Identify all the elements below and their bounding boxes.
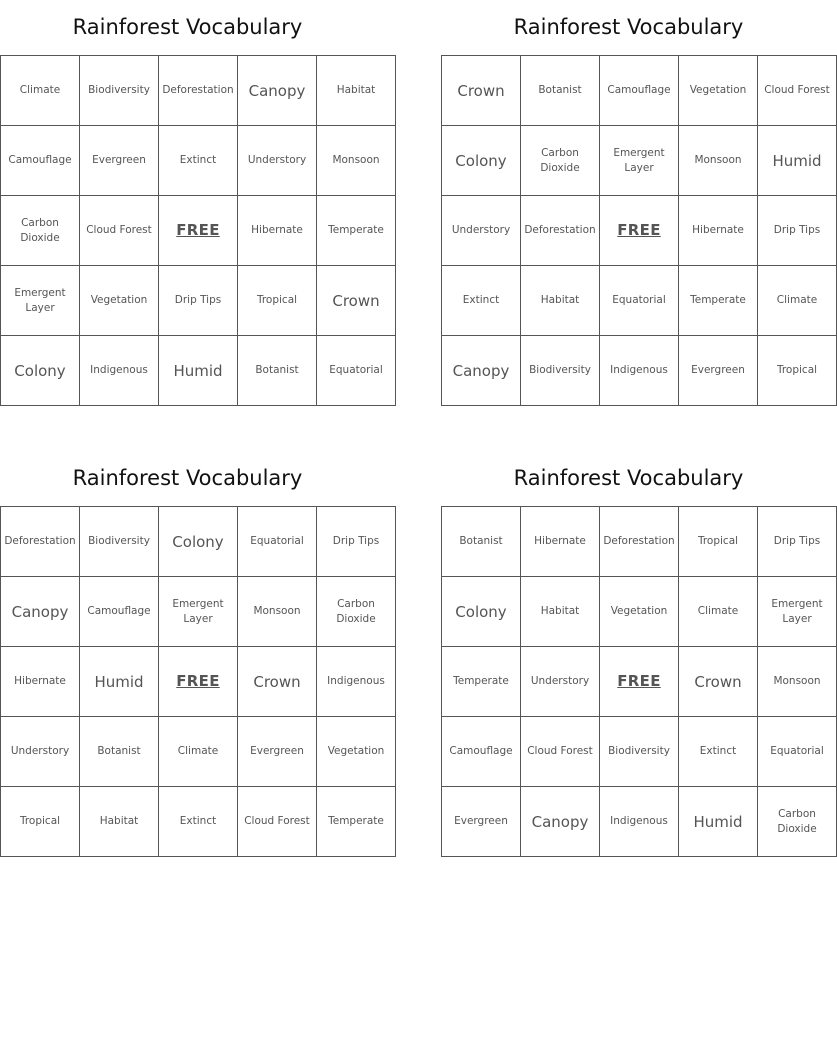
grid-cell: Tropical (238, 266, 317, 336)
grid-cell: Evergreen (679, 336, 758, 406)
grid-cell: Climate (758, 266, 837, 336)
grid-cell: Tropical (1, 787, 80, 857)
grid-cell: Temperate (442, 647, 521, 717)
grid-cell: Equatorial (600, 266, 679, 336)
grid-cell: Crown (317, 266, 396, 336)
grid-cell: Humid (679, 787, 758, 857)
grid-cell: Colony (1, 336, 80, 406)
grid-cell: Monsoon (317, 126, 396, 196)
grid-cell: Vegetation (679, 56, 758, 126)
grid-row (1, 717, 396, 787)
bingo-card-1 (0, 0, 384, 406)
grid-cell: Understory (442, 196, 521, 266)
bingo-card-4 (441, 451, 824, 857)
grid-cell: Canopy (521, 787, 600, 857)
free-space: FREE (600, 196, 679, 266)
grid-cell: Equatorial (317, 336, 396, 406)
grid-cell: Monsoon (238, 577, 317, 647)
grid-cell: Understory (238, 126, 317, 196)
grid-cell: Biodiversity (80, 56, 159, 126)
grid-cell: Habitat (521, 577, 600, 647)
grid-cell: Evergreen (442, 787, 521, 857)
grid-cell: Climate (679, 577, 758, 647)
grid-row (442, 787, 837, 857)
free-space: FREE (600, 647, 679, 717)
grid-cell: Crown (679, 647, 758, 717)
grid-cell: Colony (442, 577, 521, 647)
grid-cell: Camouflage (600, 56, 679, 126)
grid-row (1, 126, 396, 196)
grid-cell: Camouflage (80, 577, 159, 647)
grid-cell: Cloud Forest (758, 56, 837, 126)
grid-cell: Indigenous (600, 336, 679, 406)
grid-cell: Cloud Forest (238, 787, 317, 857)
grid-cell: Canopy (442, 336, 521, 406)
grid-cell: Deforestation (521, 196, 600, 266)
grid-cell: Crown (442, 56, 521, 126)
free-space: FREE (159, 196, 238, 266)
grid-row (1, 647, 396, 717)
grid-cell: Carbon Dioxide (1, 196, 80, 266)
grid-row (442, 647, 837, 717)
grid-cell: Understory (1, 717, 80, 787)
grid-cell: Temperate (317, 196, 396, 266)
grid-cell: Humid (758, 126, 837, 196)
grid-cell: Emergent Layer (1, 266, 80, 336)
card-title: Rainforest Vocabulary (513, 15, 744, 39)
card-title: Rainforest Vocabulary (72, 15, 303, 39)
grid-cell: Humid (159, 336, 238, 406)
grid-cell: Biodiversity (80, 507, 159, 577)
grid-cell: Tropical (758, 336, 837, 406)
grid-row (442, 266, 837, 336)
grid-cell: Understory (521, 647, 600, 717)
grid-cell: Biodiversity (600, 717, 679, 787)
grid-cell: Extinct (159, 126, 238, 196)
grid-cell: Camouflage (1, 126, 80, 196)
grid-cell: Temperate (317, 787, 396, 857)
grid-cell: Drip Tips (758, 507, 837, 577)
grid-cell: Evergreen (238, 717, 317, 787)
grid-cell: Cloud Forest (80, 196, 159, 266)
grid-cell: Deforestation (1, 507, 80, 577)
grid-cell: Monsoon (679, 126, 758, 196)
grid-cell: Vegetation (600, 577, 679, 647)
grid-row (442, 336, 837, 406)
grid-cell: Botanist (442, 507, 521, 577)
grid-cell: Drip Tips (317, 507, 396, 577)
grid-cell: Extinct (159, 787, 238, 857)
grid-cell: Colony (442, 126, 521, 196)
grid-row (442, 507, 837, 577)
grid-cell: Hibernate (521, 507, 600, 577)
grid-cell: Camouflage (442, 717, 521, 787)
grid-cell: Habitat (521, 266, 600, 336)
bingo-card-2 (441, 0, 830, 406)
grid-cell: Indigenous (80, 336, 159, 406)
grid-cell: Carbon Dioxide (758, 787, 837, 857)
bingo-card-3 (0, 451, 385, 857)
grid-cell: Crown (238, 647, 317, 717)
bingo-grid (0, 506, 396, 857)
grid-cell: Botanist (80, 717, 159, 787)
grid-cell: Extinct (442, 266, 521, 336)
grid-cell: Extinct (679, 717, 758, 787)
grid-cell: Indigenous (317, 647, 396, 717)
grid-cell: Emergent Layer (159, 577, 238, 647)
grid-cell: Hibernate (238, 196, 317, 266)
grid-cell: Equatorial (238, 507, 317, 577)
grid-cell: Carbon Dioxide (521, 126, 600, 196)
grid-cell: Deforestation (600, 507, 679, 577)
grid-cell: Monsoon (758, 647, 837, 717)
grid-row (1, 56, 396, 126)
grid-cell: Emergent Layer (758, 577, 837, 647)
grid-cell: Tropical (679, 507, 758, 577)
card-title: Rainforest Vocabulary (72, 466, 303, 490)
grid-row (1, 196, 396, 266)
grid-cell: Biodiversity (521, 336, 600, 406)
grid-row (442, 56, 837, 126)
grid-cell: Drip Tips (758, 196, 837, 266)
grid-cell: Botanist (238, 336, 317, 406)
grid-cell: Habitat (80, 787, 159, 857)
grid-row (442, 126, 837, 196)
grid-cell: Humid (80, 647, 159, 717)
grid-cell: Canopy (1, 577, 80, 647)
grid-row (1, 266, 396, 336)
grid-row (442, 577, 837, 647)
grid-row (442, 196, 837, 266)
card-title: Rainforest Vocabulary (513, 466, 744, 490)
grid-cell: Deforestation (159, 56, 238, 126)
grid-cell: Botanist (521, 56, 600, 126)
free-space: FREE (159, 647, 238, 717)
grid-cell: Equatorial (758, 717, 837, 787)
grid-row (442, 717, 837, 787)
grid-cell: Hibernate (1, 647, 80, 717)
grid-cell: Hibernate (679, 196, 758, 266)
grid-row (1, 507, 396, 577)
grid-row (1, 336, 396, 406)
grid-cell: Cloud Forest (521, 717, 600, 787)
grid-cell: Drip Tips (159, 266, 238, 336)
grid-cell: Vegetation (80, 266, 159, 336)
grid-cell: Canopy (238, 56, 317, 126)
grid-cell: Carbon Dioxide (317, 577, 396, 647)
bingo-grid (0, 55, 396, 406)
grid-cell: Habitat (317, 56, 396, 126)
bingo-grid (441, 55, 837, 406)
bingo-grid (441, 506, 837, 857)
grid-cell: Evergreen (80, 126, 159, 196)
grid-cell: Indigenous (600, 787, 679, 857)
grid-cell: Emergent Layer (600, 126, 679, 196)
grid-cell: Vegetation (317, 717, 396, 787)
grid-cell: Climate (159, 717, 238, 787)
grid-cell: Temperate (679, 266, 758, 336)
grid-cell: Colony (159, 507, 238, 577)
grid-row (1, 577, 396, 647)
grid-row (1, 787, 396, 857)
grid-cell: Climate (1, 56, 80, 126)
